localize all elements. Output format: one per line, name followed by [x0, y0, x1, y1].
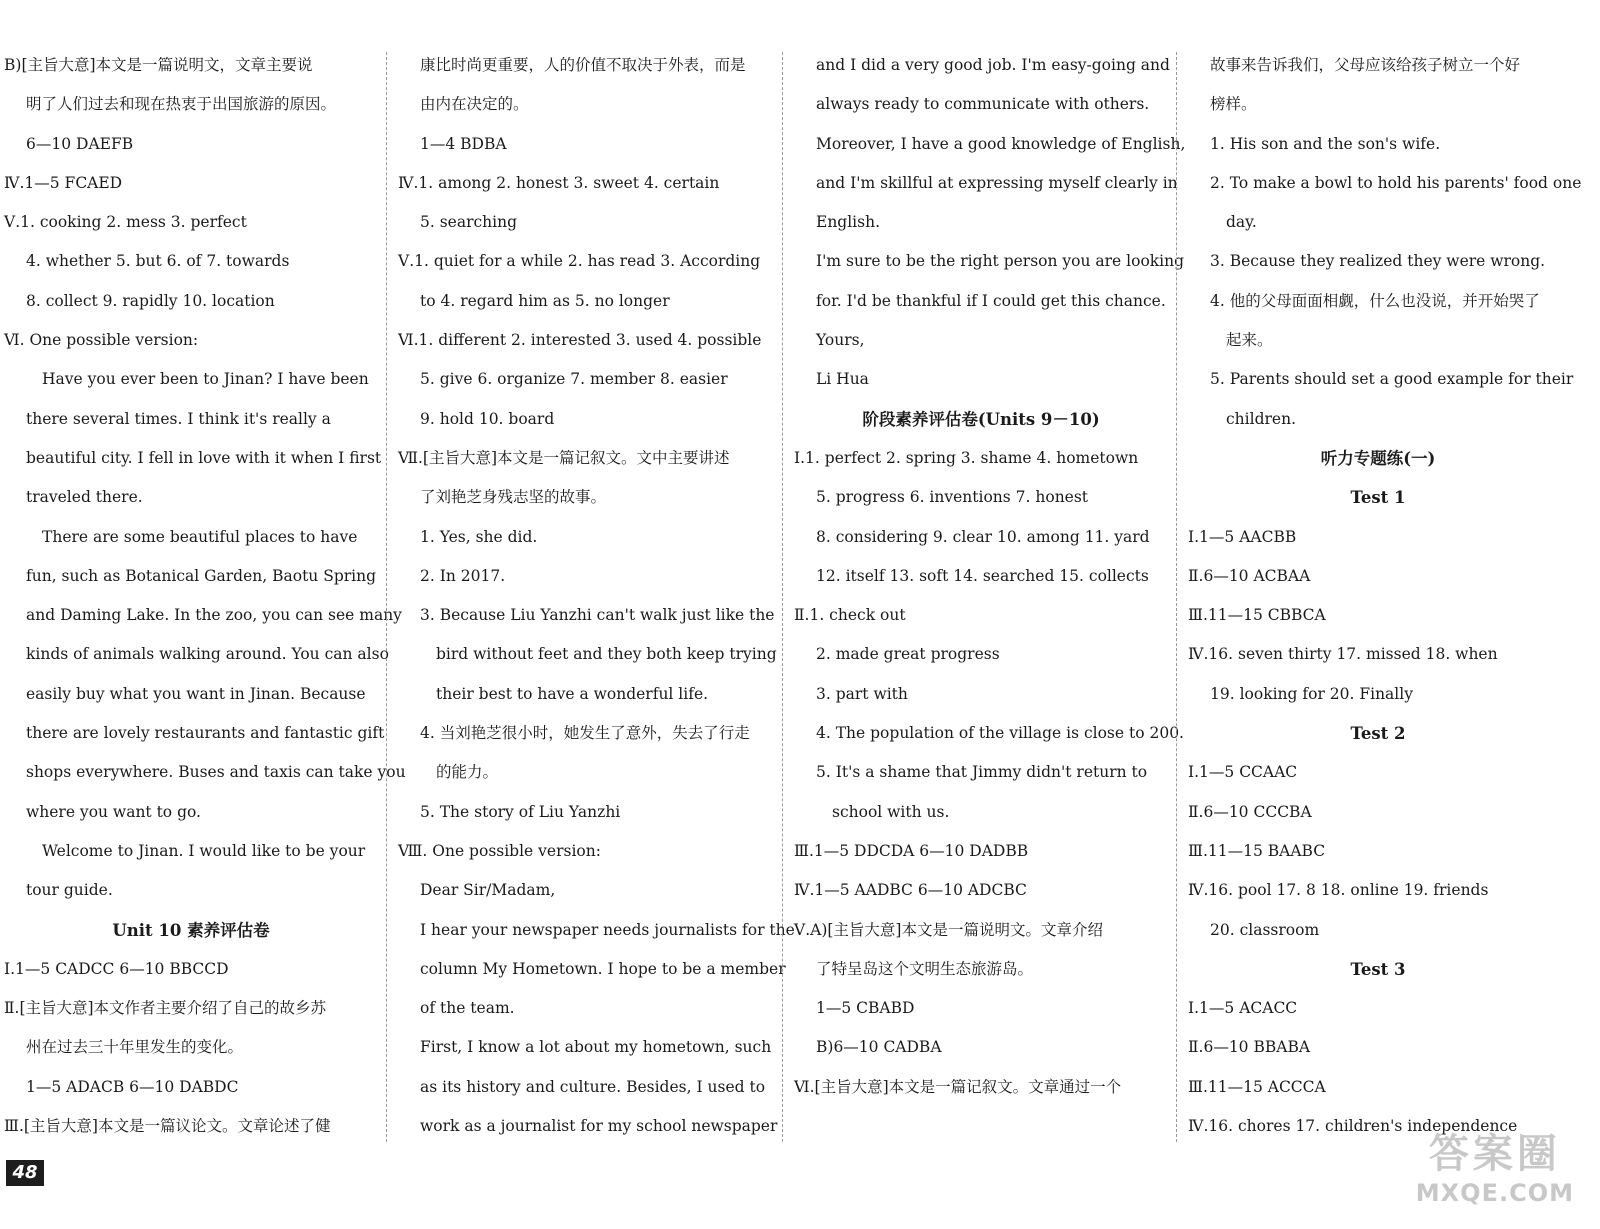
answer-line: their best to have a wonderful life.: [436, 684, 709, 703]
answer-line: 起来。: [1226, 331, 1273, 350]
answer-line: 5. The story of Liu Yanzhi: [420, 802, 621, 821]
answer-line: Ⅵ.1. different 2. interested 3. used 4. possible: [398, 331, 762, 350]
answer-line: 3. Because Liu Yanzhi can't walk just like the: [420, 606, 775, 625]
answer-line: 3. Because they realized they were wrong.: [1210, 252, 1546, 271]
column-3: [794, 46, 1186, 1107]
answer-line: Ⅱ.1. check out: [794, 606, 906, 625]
unit-heading: 阶段素养评估卷(Units 9－10): [862, 409, 1100, 429]
answer-line: children.: [1226, 409, 1296, 428]
answer-line: bird without feet and they both keep trying: [436, 645, 777, 664]
essay-line: Have you ever been to Jinan? I have been: [42, 370, 369, 389]
essay-line: There are some beautiful places to have: [42, 527, 358, 546]
essay-line: kinds of animals walking around. You can also: [26, 645, 389, 664]
answer-line: Ⅰ.1—5 CCAAC: [1188, 763, 1298, 782]
watermark-logo: 答案圈: [1428, 1131, 1561, 1177]
test-heading: Test 2: [1350, 724, 1406, 744]
answer-line: 5. searching: [420, 213, 518, 232]
answer-line: Ⅱ.6—10 BBABA: [1188, 1038, 1311, 1057]
page-number: 48: [6, 1160, 44, 1186]
text-line: Ⅶ.[主旨大意]本文是一篇记叙文。文中主要讲述: [398, 448, 730, 467]
answer-line: 5. It's a shame that Jimmy didn't return to: [816, 763, 1148, 782]
letter-line: and I did a very good job. I'm easy-going and: [816, 56, 1170, 74]
answer-line: 1—5 CBABD: [816, 999, 915, 1018]
essay-line: tour guide.: [26, 881, 113, 900]
answer-line: 2. made great progress: [816, 645, 1000, 664]
unit-heading: 听力专题练(一): [1320, 448, 1436, 468]
letter-line: column My Hometown. I hope to be a member: [420, 959, 786, 978]
answer-line: Ⅴ.1. quiet for a while 2. has read 3. According: [398, 252, 761, 271]
column-divider: [782, 52, 783, 1142]
answer-line: Ⅱ.6—10 ACBAA: [1188, 566, 1311, 585]
column-1: [4, 46, 406, 1146]
answer-line: 20. classroom: [1210, 920, 1320, 939]
answer-line: Ⅰ.1. perfect 2. spring 3. shame 4. hometown: [794, 448, 1139, 467]
letter-line: Yours,: [816, 331, 865, 350]
answer-line: 8. considering 9. clear 10. among 11. yard: [816, 527, 1150, 546]
text-line: 榜样。: [1210, 95, 1257, 114]
letter-line: I hear your newspaper needs journalists for the: [420, 920, 795, 939]
text-line: 了特呈岛这个文明生态旅游岛。: [816, 959, 1034, 978]
essay-line: Welcome to Jinan. I would like to be your: [42, 841, 366, 860]
unit-heading: Unit 10 素养评估卷: [112, 920, 270, 940]
watermark-url: MXQE.COM: [1415, 1179, 1574, 1207]
answer-line: Ⅴ.1. cooking 2. mess 3. perfect: [4, 213, 247, 232]
text-line: Ⅱ.[主旨大意]本文作者主要介绍了自己的故乡苏: [4, 999, 327, 1018]
answer-line: to 4. regard him as 5. no longer: [420, 291, 670, 310]
test-heading: Test 3: [1350, 959, 1406, 979]
answer-line: 1. Yes, she did.: [420, 527, 538, 546]
text-line: B)[主旨大意]本文是一篇说明文，文章主要说: [4, 56, 313, 74]
answer-line: 9. hold 10. board: [420, 409, 555, 428]
answer-line: school with us.: [832, 802, 950, 821]
answer-line: 4. whether 5. but 6. of 7. towards: [26, 252, 290, 271]
essay-line: fun, such as Botanical Garden, Baotu Spring: [26, 566, 377, 585]
answer-line: Ⅳ.1—5 FCAED: [4, 173, 123, 192]
answer-line: Ⅲ.11—15 ACCCA: [1188, 1077, 1326, 1096]
essay-line: easily buy what you want in Jinan. Because: [26, 684, 366, 703]
answer-line: Ⅱ.6—10 CCCBA: [1188, 802, 1312, 821]
answer-line: 1—4 BDBA: [420, 134, 507, 153]
text-line: 故事来告诉我们，父母应该给孩子树立一个好: [1210, 56, 1521, 74]
letter-line: of the team.: [420, 999, 515, 1018]
answer-line: Ⅳ.1—5 AADBC 6—10 ADCBC: [794, 881, 1027, 900]
text-line: 明了人们过去和现在热衷于出国旅游的原因。: [26, 95, 337, 114]
answer-line: 4. 他的父母面面相觑，什么也没说，并开始哭了: [1210, 291, 1540, 310]
letter-line: I'm sure to be the right person you are looking: [816, 252, 1185, 271]
column-4: [1188, 46, 1582, 1146]
answer-line: 1. His son and the son's wife.: [1210, 134, 1441, 153]
letter-line: Li Hua: [816, 370, 869, 389]
column-divider: [1176, 52, 1177, 1142]
answer-line: Ⅲ.11—15 CBBCA: [1188, 606, 1326, 625]
column-2: [398, 46, 795, 1146]
section-heading-line: Ⅷ. One possible version:: [398, 841, 601, 860]
answer-line: 2. To make a bowl to hold his parents' food one: [1210, 173, 1582, 192]
text-line: Ⅴ.A)[主旨大意]本文是一篇说明文。文章介绍: [794, 920, 1103, 939]
answer-line: B)6—10 CADBA: [816, 1038, 942, 1057]
answer-line: 4. 当刘艳芝很小时，她发生了意外，失去了行走: [420, 724, 750, 743]
answer-line: Ⅰ.1—5 AACBB: [1188, 527, 1297, 546]
answer-line: 2. In 2017.: [420, 566, 506, 585]
essay-line: there are lovely restaurants and fantastic gift: [26, 724, 385, 743]
column-divider: [386, 52, 387, 1142]
letter-line: as its history and culture. Besides, I used to: [420, 1077, 766, 1096]
section-heading-line: Ⅵ. One possible version:: [4, 331, 199, 350]
essay-line: and Daming Lake. In the zoo, you can see many: [26, 606, 402, 625]
answer-line: 19. looking for 20. Finally: [1210, 684, 1413, 703]
letter-line: always ready to communicate with others.: [816, 95, 1150, 114]
letter-line: for. I'd be thankful if I could get this chance.: [816, 291, 1166, 310]
answer-line: Ⅳ.16. pool 17. 8 18. online 19. friends: [1188, 881, 1489, 900]
answer-line: 4. The population of the village is close to 200.: [816, 724, 1184, 743]
answer-line: Ⅳ.16. chores 17. children's independence: [1188, 1117, 1518, 1136]
text-line: 州在过去三十年里发生的变化。: [26, 1038, 244, 1057]
answer-line: 的能力。: [436, 763, 499, 782]
test-heading: Test 1: [1350, 488, 1406, 508]
watermark: [1416, 1122, 1574, 1207]
text-line: Ⅲ.[主旨大意]本文是一篇议论文。文章论述了健: [4, 1117, 331, 1136]
letter-line: First, I know a lot about my hometown, such: [420, 1038, 772, 1057]
essay-line: where you want to go.: [26, 802, 201, 821]
letter-line: work as a journalist for my school newspaper: [420, 1117, 778, 1136]
answer-line: Ⅳ.16. seven thirty 17. missed 18. when: [1188, 645, 1498, 664]
essay-line: there several times. I think it's really a: [26, 409, 331, 428]
answer-line: 12. itself 13. soft 14. searched 15. collects: [816, 566, 1149, 585]
essay-line: beautiful city. I fell in love with it when I first: [26, 448, 382, 467]
letter-line: Dear Sir/Madam,: [420, 881, 556, 900]
answer-line: 1—5 ADACB 6—10 DABDC: [26, 1077, 239, 1096]
text-line: 了刘艳芝身残志坚的故事。: [420, 488, 607, 507]
answer-line: Ⅰ.1—5 ACACC: [1188, 999, 1298, 1018]
text-line: 由内在决定的。: [420, 95, 529, 114]
answer-line: 8. collect 9. rapidly 10. location: [26, 291, 275, 310]
answer-line: Ⅰ.1—5 CADCC 6—10 BBCCD: [4, 959, 229, 978]
essay-line: traveled there.: [26, 488, 143, 507]
text-line: Ⅵ.[主旨大意]本文是一篇记叙文。文章通过一个: [794, 1077, 1122, 1096]
essay-line: shops everywhere. Buses and taxis can take you: [26, 763, 406, 782]
letter-line: English.: [816, 213, 880, 232]
answer-line: Ⅲ.11—15 BAABC: [1188, 841, 1326, 860]
letter-line: and I'm skillful at expressing myself clearly in: [816, 173, 1178, 192]
answer-line: day.: [1226, 213, 1257, 232]
answer-line: 6—10 DAEFB: [26, 134, 134, 153]
answer-line: Ⅲ.1—5 DDCDA 6—10 DADBB: [794, 841, 1029, 860]
answer-line: Ⅳ.1. among 2. honest 3. sweet 4. certain: [398, 173, 720, 192]
letter-line: Moreover, I have a good knowledge of English,: [816, 134, 1186, 153]
answer-line: 5. give 6. organize 7. member 8. easier: [420, 370, 728, 389]
text-line: 康比时尚更重要，人的价值不取决于外表，而是: [420, 56, 746, 74]
answer-line: 3. part with: [816, 684, 908, 703]
answer-line: 5. Parents should set a good example for their: [1210, 370, 1574, 389]
answer-line: 5. progress 6. inventions 7. honest: [816, 488, 1089, 507]
